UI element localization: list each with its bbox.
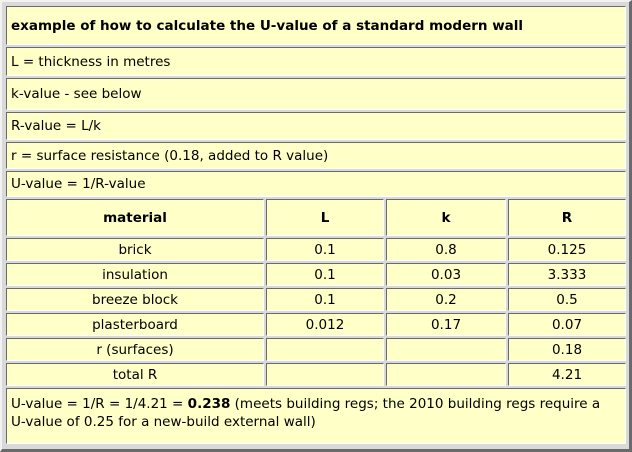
table-cell-r: 0.125 [508, 238, 626, 261]
table-cell-k [386, 363, 506, 386]
table-cell-l: 0.1 [266, 263, 384, 286]
definition-r-value: R-value = L/k [6, 112, 626, 140]
table-cell-r: 0.07 [508, 313, 626, 336]
column-header-l: L [266, 199, 384, 236]
result-suffix: (meets building regs; the 2010 building regs require a U-value of 0.25 for a new-build external wall) [11, 396, 601, 430]
table-cell-material: total R [6, 363, 264, 386]
definition-surface-resistance: r = surface resistance (0.18, added to R value) [6, 142, 626, 169]
table-cell-l: 0.012 [266, 313, 384, 336]
table-cell-material: r (surfaces) [6, 338, 264, 361]
table-cell-l [266, 338, 384, 361]
table-cell-k: 0.17 [386, 313, 506, 336]
table-cell-material: brick [6, 238, 264, 261]
definition-thickness: L = thickness in metres [6, 47, 626, 76]
table-cell-l: 0.1 [266, 238, 384, 261]
column-header-k: k [386, 199, 506, 236]
u-value-result-note [6, 388, 626, 444]
table-cell-l [266, 363, 384, 386]
definition-u-value: U-value = 1/R-value [6, 171, 626, 197]
table-cell-k: 0.03 [386, 263, 506, 286]
column-header-r: R [508, 199, 626, 236]
table-cell-r: 0.5 [508, 288, 626, 311]
table-cell-l: 0.1 [266, 288, 384, 311]
table-cell-material: insulation [6, 263, 264, 286]
table-title: example of how to calculate the U-value of a standard modern wall [6, 6, 626, 45]
u-value-result: 0.238 [187, 396, 231, 412]
column-header-material: material [6, 199, 264, 236]
table-cell-k [386, 338, 506, 361]
definition-k-value: k-value - see below [6, 78, 626, 110]
table-cell-r: 0.18 [508, 338, 626, 361]
table-cell-material: plasterboard [6, 313, 264, 336]
table-cell-r: 4.21 [508, 363, 626, 386]
table-cell-k: 0.2 [386, 288, 506, 311]
table-cell-material: breeze block [6, 288, 264, 311]
result-prefix: U-value = 1/R = 1/4.21 = [11, 396, 188, 412]
table-cell-k: 0.8 [386, 238, 506, 261]
table-cell-r: 3.333 [508, 263, 626, 286]
